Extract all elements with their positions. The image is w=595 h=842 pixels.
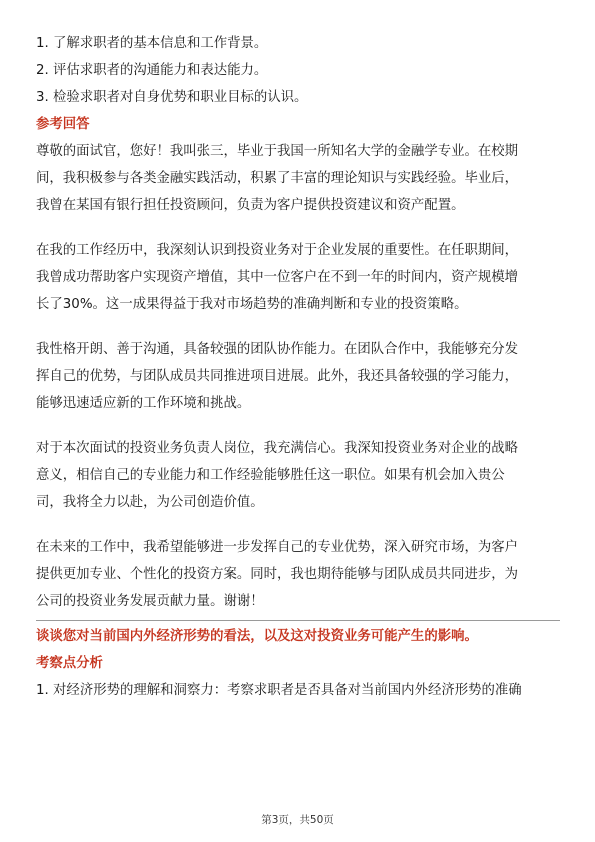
list-item: 1. 了解求职者的基本信息和工作背景。: [36, 36, 268, 51]
paragraph: [36, 435, 560, 516]
list-item: 1. 对经济形势的理解和洞察力：考察求职者是否具备对当前国内外经济形势的准确: [36, 683, 522, 698]
paragraph: [36, 237, 560, 318]
paragraph-gap: [36, 516, 560, 534]
paragraph-line: 挥自己的优势，与团队成员共同推进项目进展。此外，我还具备较强的学习能力，: [36, 369, 519, 384]
document-page: [36, 30, 560, 704]
list-item: 2. 评估求职者的沟通能力和表达能力。: [36, 63, 268, 78]
paragraph-line: 在未来的工作中，我希望能够进一步发挥自己的专业优势，深入研究市场，为客户: [36, 540, 519, 555]
paragraph-line: 意义，相信自己的专业能力和工作经验能够胜任这一职位。如果有机会加入贵公: [36, 468, 505, 483]
paragraph-line: 长了30%。这一成果得益于我对市场趋势的准确判断和专业的投资策略。: [36, 297, 468, 312]
analysis-heading: 考察点分析: [36, 656, 103, 671]
paragraph-line: 对于本次面试的投资业务负责人岗位，我充满信心。我深知投资业务对企业的战略: [36, 441, 519, 456]
paragraph-line: 能够迅速适应新的工作环境和挑战。: [36, 396, 251, 411]
paragraph-line: 我性格开朗、善于沟通，具备较强的团队协作能力。在团队合作中，我能够充分发: [36, 342, 519, 357]
paragraph: [36, 336, 560, 417]
answer-heading: 参考回答: [36, 117, 90, 132]
paragraph-line: 在我的工作经历中，我深刻认识到投资业务对于企业发展的重要性。在任职期间，: [36, 243, 519, 258]
list-item: 3. 检验求职者对自身优势和职业目标的认识。: [36, 90, 308, 105]
paragraph-line: 提供更加专业、个性化的投资方案。同时，我也期待能够与团队成员共同进步，为: [36, 567, 519, 582]
intro-list: [36, 30, 560, 111]
paragraph-line: 司，我将全力以赴，为公司创造价值。: [36, 495, 264, 510]
question-heading: 谈谈您对当前国内外经济形势的看法，以及这对投资业务可能产生的影响。: [36, 629, 478, 644]
paragraph-gap: [36, 318, 560, 336]
paragraph-line: 间，我积极参与各类金融实践活动，积累了丰富的理论知识与实践经验。毕业后，: [36, 171, 519, 186]
paragraph: [36, 534, 560, 615]
section-divider: [36, 620, 560, 621]
paragraph: [36, 138, 560, 219]
paragraph-line: 尊敬的面试官，您好！我叫张三，毕业于我国一所知名大学的金融学专业。在校期: [36, 144, 519, 159]
paragraph-gap: [36, 219, 560, 237]
paragraph-line: 公司的投资业务发展贡献力量。谢谢！: [36, 594, 264, 609]
page-footer: 第3页，共50页: [261, 814, 334, 826]
analysis-list: [36, 677, 560, 704]
paragraph-line: 我曾在某国有银行担任投资顾问，负责为客户提供投资建议和资产配置。: [36, 198, 465, 213]
paragraph-line: 我曾成功帮助客户实现资产增值，其中一位客户在不到一年的时间内，资产规模增: [36, 270, 519, 285]
paragraph-gap: [36, 417, 560, 435]
